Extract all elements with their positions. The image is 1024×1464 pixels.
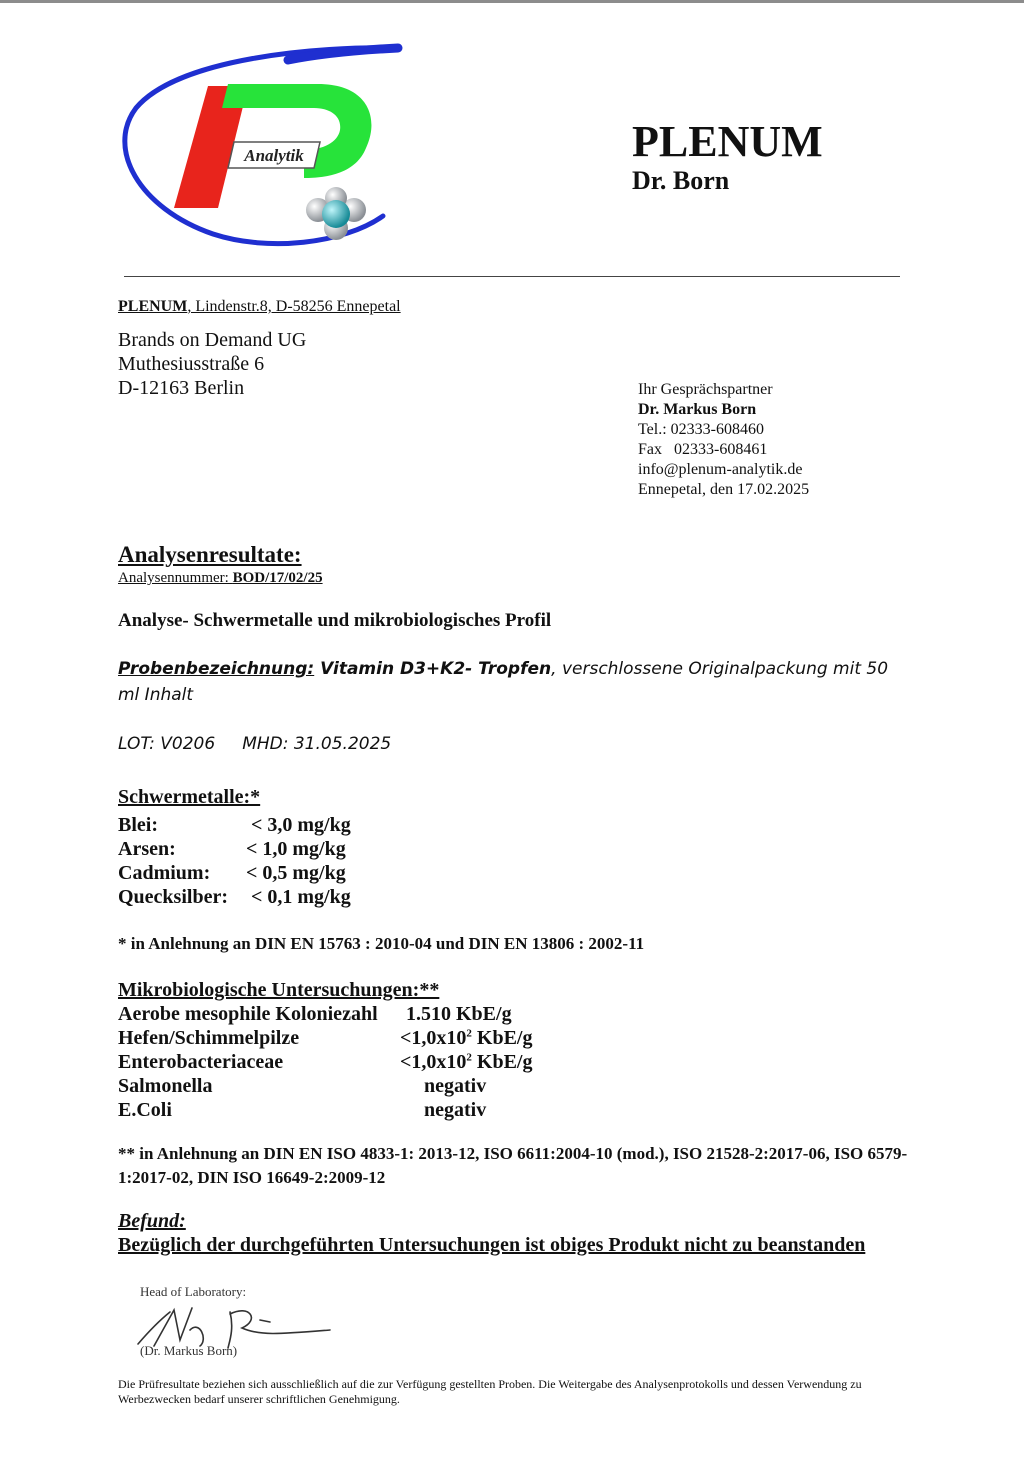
- recipient-line-2: Muthesiusstraße 6: [118, 353, 265, 375]
- table-row: [118, 861, 351, 885]
- top-border: [0, 0, 1024, 3]
- micro-value: $<1,0x10^2$ KbE/g: [400, 1051, 533, 1073]
- micro-value: negativ: [424, 1099, 487, 1121]
- heavy-metals-title: Schwermetalle:*: [118, 786, 261, 808]
- micro-value: negativ: [424, 1075, 487, 1097]
- micro-note: ** in Anlehnung an DIN EN ISO 4833-1: 2013-12, ISO 6611:2004-10 (mod.), ISO 21528-2:2017-06, ISO 6579-1:2017-02, DIN ISO 16649-2:2009-12: [118, 1144, 908, 1187]
- contact-tel: Tel.: 02333-608460: [638, 421, 764, 438]
- micro-name: Aerobe mesophile Koloniezahl: [118, 1003, 378, 1025]
- table-row: [118, 813, 351, 837]
- probe-label: Probenbezeichnung:: [118, 659, 315, 679]
- micro-table: [118, 1002, 532, 1122]
- contact-date: Ennepetal, den 17.02.2025: [638, 481, 810, 498]
- metal-name: Cadmium:: [118, 862, 211, 884]
- lot-info: LOT: V0206 MHD: 31.05.2025: [118, 734, 392, 754]
- table-row: [118, 1026, 532, 1050]
- probe-name: Vitamin D3+K2- Tropfen: [314, 659, 552, 679]
- metal-value: < 3,0 mg/kg: [246, 814, 351, 836]
- sender-address: , Lindenstr.8, D-58256 Ennepetal: [187, 298, 401, 315]
- table-row: [118, 1002, 532, 1026]
- micro-name: E.Coli: [118, 1099, 172, 1121]
- table-row: [118, 1098, 532, 1122]
- signature-name: (Dr. Markus Born): [140, 1343, 238, 1358]
- metal-value: < 0,5 mg/kg: [246, 862, 346, 884]
- heavy-metals-note: * in Anlehnung an DIN EN 15763 : 2010-04 und DIN EN 13806 : 2002-11: [118, 934, 645, 953]
- signature-head: Head of Laboratory:: [140, 1284, 247, 1299]
- probe-description: [118, 656, 898, 708]
- plenum-logo: [118, 38, 408, 260]
- micro-value: $<1,0x10^2$ KbE/g: [400, 1027, 533, 1049]
- table-row: [118, 885, 351, 909]
- befund-text: Bezüglich der durchgeführten Untersuchungen ist obiges Produkt nicht zu beanstanden: [118, 1234, 866, 1256]
- contact-label: Ihr Gesprächspartner: [638, 381, 773, 398]
- table-row: [118, 1074, 532, 1098]
- metal-name: Arsen:: [118, 838, 176, 860]
- sender-line: [118, 298, 401, 316]
- results-title: Analysenresultate:: [118, 542, 302, 567]
- micro-name: Enterobacteriaceae: [118, 1051, 284, 1073]
- logo-text: Analytik: [244, 146, 304, 165]
- contact-block: [638, 380, 809, 500]
- heavy-metals-table: [118, 813, 351, 909]
- micro-name: Salmonella: [118, 1075, 213, 1097]
- micro-title: Mikrobiologische Untersuchungen:**: [118, 979, 440, 1001]
- befund-title: Befund:: [118, 1210, 186, 1232]
- analysis-number-value: BOD/17/02/25: [232, 570, 323, 586]
- contact-fax: Fax 02333-608461: [638, 441, 768, 458]
- table-row: [118, 1050, 532, 1074]
- recipient-line-3: D-12163 Berlin: [118, 377, 245, 399]
- micro-value: 1.510 KbE/g: [406, 1003, 512, 1025]
- footer-disclaimer: Die Prüfresultate beziehen sich ausschließlich auf die zur Verfügung gestellten Proben. Die Weitergabe des Analysenprotokolls und dessen Verwendung zu Werbezwecken bedarf unserer schriftlichen Genehmigung.: [118, 1377, 862, 1406]
- brand-subtitle: Dr. Born: [632, 166, 730, 195]
- table-row: [118, 837, 351, 861]
- micro-name: Hefen/Schimmelpilze: [118, 1027, 300, 1049]
- metal-value: < 0,1 mg/kg: [246, 886, 351, 908]
- contact-name: Dr. Markus Born: [638, 401, 757, 418]
- analysis-heading: Analyse- Schwermetalle und mikrobiologisches Profil: [118, 610, 552, 631]
- recipient-address: [118, 328, 306, 400]
- brand-name: PLENUM: [632, 117, 823, 166]
- contact-email: info@plenum-analytik.de: [638, 461, 803, 478]
- metal-name: Blei:: [118, 814, 158, 836]
- metal-name: Quecksilber:: [118, 886, 228, 908]
- header-divider: [124, 276, 900, 277]
- metal-value: < 1,0 mg/kg: [246, 838, 346, 860]
- probe-desc: , verschlossene Originalpackung mit 50 ml Inhalt: [118, 659, 889, 705]
- sender-name: PLENUM: [118, 298, 188, 315]
- analysis-number: [118, 570, 323, 587]
- analysis-number-label: Analysennummer:: [118, 570, 233, 586]
- recipient-line-1: Brands on Demand UG: [118, 329, 307, 351]
